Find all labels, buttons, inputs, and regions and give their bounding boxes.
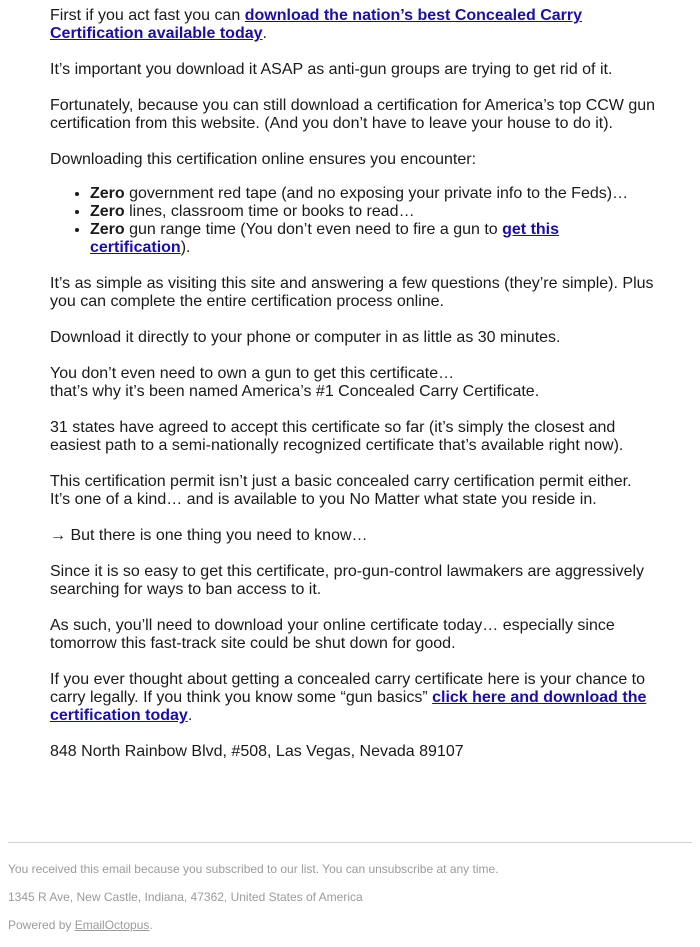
powered-by-suffix: . [149,918,153,932]
paragraph-download-time: Download it directly to your phone or computer in as little as 30 minutes. [50,329,561,346]
one-of-a-kind-line2: It’s one of a kind… and is available to you No Matter what state you reside in. [50,491,597,508]
paragraph-one-of-a-kind [50,473,660,509]
bullet-bold: Zero [90,185,125,202]
subscription-notice: You received this email because you subscribed to our list. You can unsubscribe at any time. [8,862,499,876]
paragraph-one-thing: → But there is one thing you need to know… [50,527,368,544]
chance-text: If you ever thought about getting a concealed carry certificate here is your chance to carry legally. If you think you know some “gun basics” [50,671,646,706]
email-body [50,7,660,779]
get-certification-link[interactable]: get this certification [90,221,560,256]
download-certification-link[interactable]: download the nation’s best Concealed Carry Certification available today [50,7,582,42]
footer-address: 1345 R Ave, New Castle, Indiana, 47362, United States of America [8,890,363,904]
paragraph-states: 31 states have agreed to accept this certificate so far (it’s simply the closest and easiest path to a semi-nationally recognized certificate that’s available right now). [50,419,624,454]
paragraph-lawmakers: Since it is so easy to get this certificate, pro-gun-control lawmakers are aggressively searching for ways to ban access to it. [50,563,645,598]
one-of-a-kind-line1: This certification permit isn’t just a basic concealed carry certification permit either. [50,473,632,490]
download-today-link[interactable]: click here and download the certification today [50,689,647,724]
powered-by [8,918,692,932]
sender-address: 848 North Rainbow Blvd, #508, Las Vegas, Nevada 89107 [50,743,464,760]
paragraph-today: As such, you’ll need to download your online certificate today… especially since tomorrow this fast-track site could be shut down for good. [50,617,615,652]
paragraph-simple: It’s as simple as visiting this site and answering a few questions (they’re simple). Plus you can complete the entire certification process online. [50,275,654,310]
bullet-text: government red tape (and no exposing your private info to the Feds)… [124,185,629,202]
bullet-suffix: ). [180,239,191,256]
list-item [90,185,660,203]
chance-suffix: . [187,707,193,724]
own-gun-line2: that’s why it’s been named America’s #1 Concealed Carry Certificate. [50,383,540,400]
own-gun-line1: You don’t even need to own a gun to get this certificate… [50,365,455,382]
intro-suffix: . [262,25,267,42]
intro-text: First if you act fast you can [50,7,245,24]
paragraph-ensures: Downloading this certification online ensures you encounter: [50,151,477,168]
emailoctopus-link[interactable]: EmailOctopus [74,918,150,932]
bullet-text: lines, classroom time or books to read… [124,203,415,220]
bullet-bold: Zero [90,221,125,238]
list-item [90,221,660,257]
powered-by-text: Powered by [8,918,75,932]
intro-paragraph [50,7,660,43]
list-item [90,203,660,221]
bullet-bold: Zero [90,203,125,220]
paragraph-asap: It’s important you download it ASAP as anti-gun groups are trying to get rid of it. [50,61,613,78]
paragraph-own-gun [50,365,660,401]
bullet-text: gun range time (You don’t even need to fire a gun to [124,221,503,238]
paragraph-chance [50,671,660,725]
benefits-list [50,185,660,257]
paragraph-fortunately: Fortunately, because you can still download a certification for America’s top CCW gun certification from this website. (And you don’t have to leave your house to do it). [50,97,656,132]
email-footer [8,862,692,946]
footer-divider [8,842,692,843]
